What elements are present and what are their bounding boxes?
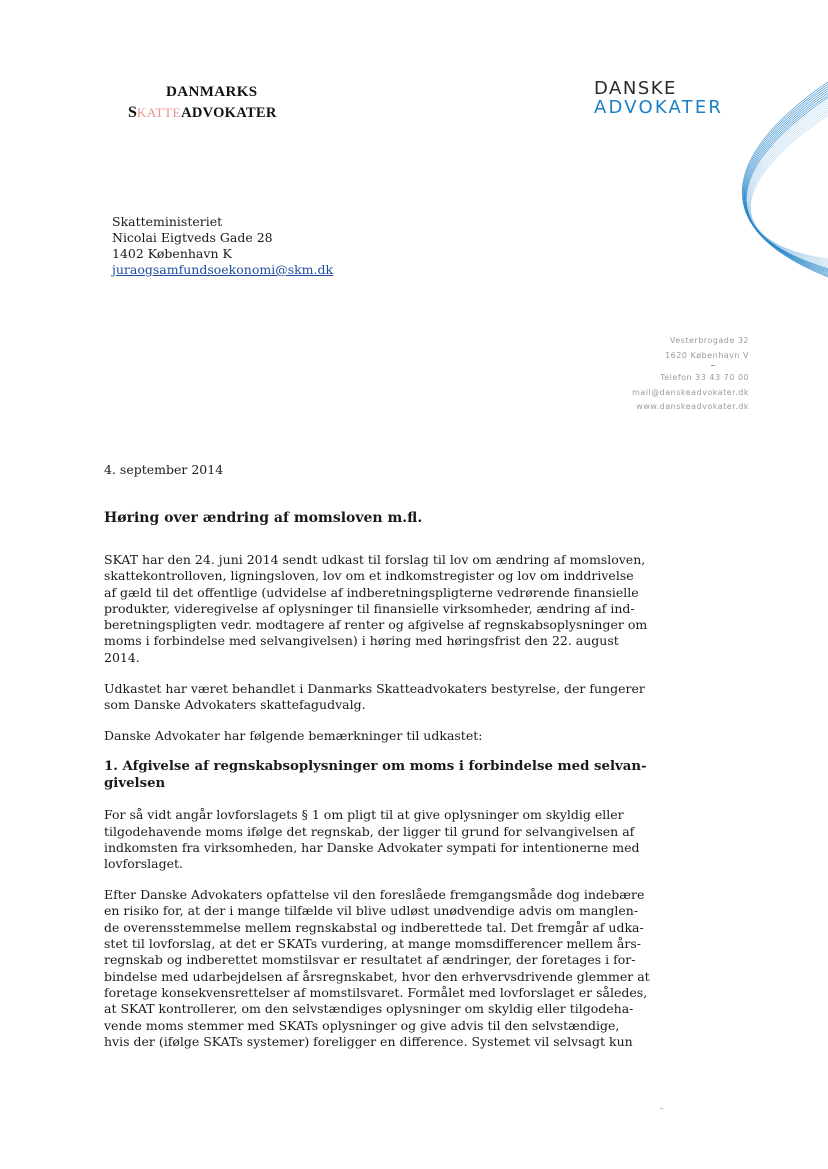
sender-web[interactable]: www.danskeadvokater.dk — [636, 402, 749, 411]
text-line: en risiko for, at der i mange tilfælde vil blive udløst unødvendige advis om manglen- — [104, 903, 639, 919]
text-line: 2014. — [104, 649, 140, 665]
text-line: Udkastet har været behandlet i Danmarks Skatteadvokaters bestyrelse, der fungerer — [104, 680, 645, 696]
dsa-logo-advokater: ADVOKATER — [181, 105, 277, 121]
wave-line — [750, 113, 828, 260]
margin-mark — [660, 1108, 663, 1109]
paragraph-3 — [104, 728, 596, 744]
sender-email[interactable]: mail@danskeadvokater.dk — [632, 387, 749, 397]
text-line: skattekontrolloven, ligningsloven, lov om et indkomstregister og lov om inddrivelse — [104, 568, 634, 584]
text-line: foretage konsekvensrettelser af momstilsvaret. Formålet med lovforslaget er således, — [104, 984, 648, 1000]
wave-lines-graphic — [700, 72, 828, 284]
text-line: bindelse med udarbejdelsen af årsregnskabet, hvor den erhvervsdrivende glemmer at — [104, 968, 650, 984]
text-line: Efter Danske Advokaters opfattelse vil den foreslåede fremgangsmåde dog indebære — [104, 887, 645, 903]
letter-body — [104, 552, 650, 1065]
letter-date: 4. september 2014 — [104, 462, 224, 477]
recipient-name: Skatteministeriet — [112, 214, 223, 229]
wave-line — [748, 104, 828, 265]
text-line: vende moms stemmer med SKATs oplysninger og give advis til den selvstændige, — [104, 1017, 620, 1033]
text-line: de overensstemmelse mellem regnskabstal og indberettede tal. Det fremgår af udka- — [104, 919, 644, 935]
text-line: moms i forbindelse med selvangivelsen) i høring med høringsfrist den 22. august — [104, 633, 619, 649]
text-line: Danske Advokater har følgende bemærkninger til udkastet: — [104, 727, 483, 743]
recipient-email-link[interactable]: juraogsamfundsoekonomi@skm.dk — [112, 262, 334, 277]
wave-line — [750, 111, 828, 262]
text-line: hvis der (ifølge SKATs systemer) foreligger en difference. Systemet vil selvsagt kun — [104, 1033, 633, 1049]
paragraph-1 — [104, 552, 648, 666]
text-line: stet til lovforslag, at det er SKATs vurdering, at mange momsdifferencer mellem års- — [104, 936, 641, 952]
paragraph-5 — [104, 887, 650, 1050]
wave-line — [749, 106, 828, 264]
text-line: af gæld til det offentlige (udvidelse af indberetningspligterne vedrørende finansielle — [104, 584, 639, 600]
dsa-logo-line2 — [128, 104, 277, 122]
recipient-address — [112, 214, 333, 278]
dsa-logo-line1: DANMARKS — [166, 84, 258, 100]
text-line: indkomsten fra virksomheden, har Danske Advokater sympati for intentionerne med — [104, 840, 640, 856]
text-line: lovforslaget. — [104, 856, 183, 872]
text-line: produkter, videregivelse af oplysninger til finansielle virksomheder, ændring af ind- — [104, 600, 635, 616]
paragraph-2 — [104, 680, 645, 714]
dsa-logo-s: S — [128, 104, 137, 121]
text-line: For så vidt angår lovforslagets § 1 om pligt til at give oplysninger om skyldig eller — [104, 807, 624, 823]
section-heading-1 — [104, 758, 647, 792]
sender-city: 1620 København V — [665, 350, 749, 360]
da-logo-danske: DANSKE — [594, 78, 677, 99]
wave-line — [749, 108, 828, 262]
recipient-city: 1402 København K — [112, 246, 232, 261]
text-line: som Danske Advokaters skattefagudvalg. — [104, 696, 366, 712]
da-logo-advokater: ADVOKATER — [594, 97, 724, 118]
wave-line — [744, 89, 828, 274]
paragraph-4 — [104, 807, 640, 872]
text-line: at SKAT kontrollerer, om den selvstændiges oplysninger om skyldig eller tilgodeha- — [104, 1001, 634, 1017]
text-line: regnskab og indberettet momstilsvar er resultatet af ændringer, der foretages i for- — [104, 952, 636, 968]
text-line: tilgodehavende moms ifølge det regnskab, der ligger til grund for selvangivelsen af — [104, 823, 635, 839]
text-line: givelsen — [104, 776, 166, 792]
contact-gap — [632, 363, 749, 371]
sender-contact-block — [632, 334, 749, 415]
fold-mark — [711, 365, 715, 366]
dsa-logo-katte: KATTE — [136, 105, 182, 120]
recipient-street: Nicolai Eigtveds Gade 28 — [112, 230, 273, 245]
text-line: SKAT har den 24. juni 2014 sendt udkast til forslag til lov om ændring af momsloven, — [104, 552, 646, 567]
letter-title: Høring over ændring af momsloven m.fl. — [104, 510, 423, 526]
text-line: 1. Afgivelse af regnskabsoplysninger om moms i forbindelse med selvan- — [104, 759, 647, 775]
text-line: beretningspligten vedr. modtagere af renter og afgivelse af regnskabsoplysninger om — [104, 617, 648, 633]
sender-phone: Telefon 33 43 70 00 — [660, 373, 749, 382]
sender-street: Vesterbrogade 32 — [669, 336, 749, 345]
